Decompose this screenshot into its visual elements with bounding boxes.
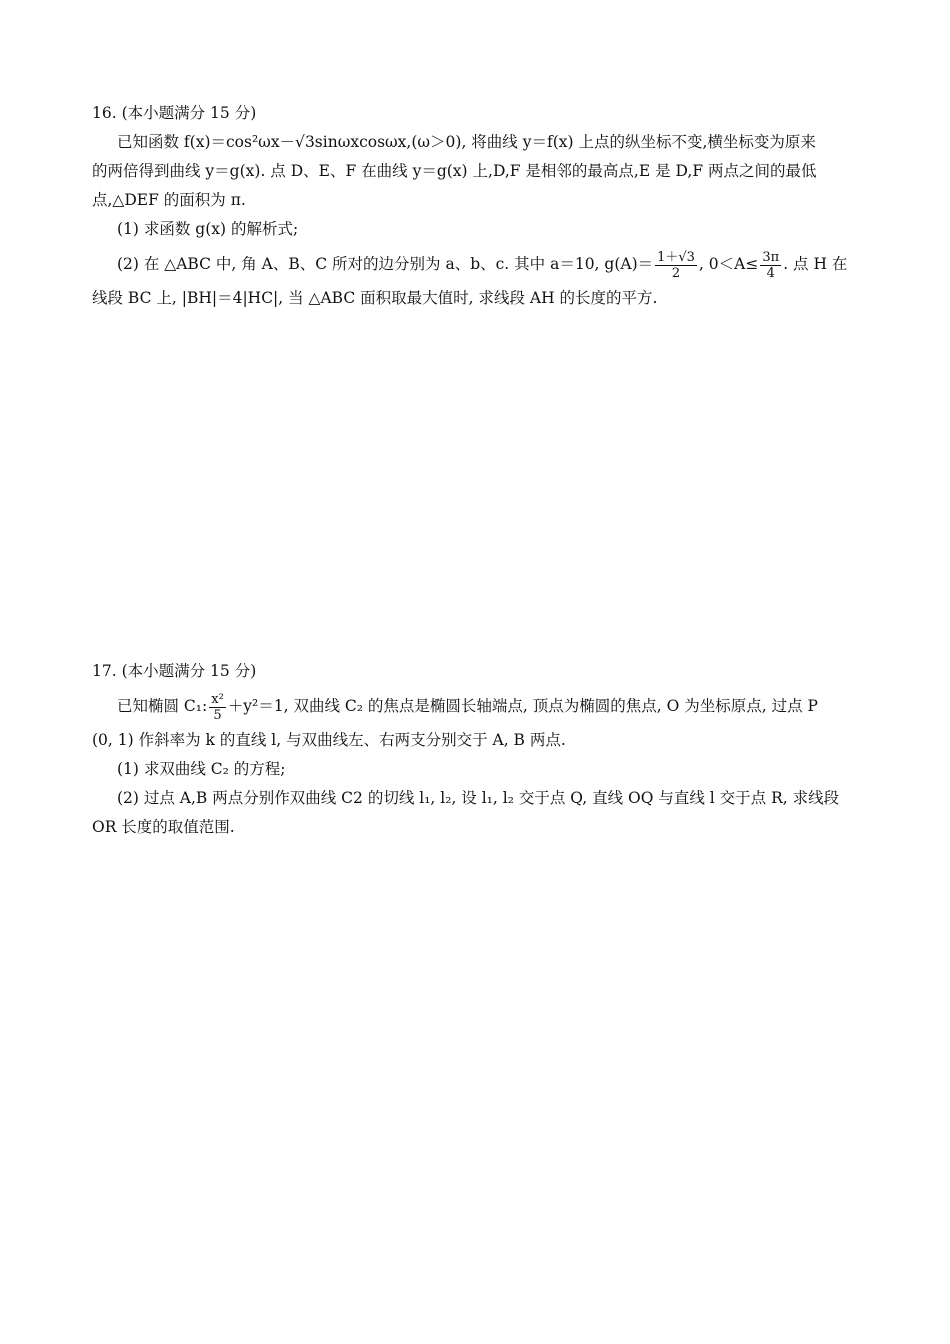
fraction-numerator: 3π [762, 249, 780, 265]
problem-17-stem-line-1 [92, 686, 860, 726]
problem-17-stem-text-a: 已知椭圆 C₁: [117, 697, 208, 715]
problem-17-stem-line-2: (0, 1) 作斜率为 k 的直线 l, 与双曲线左、右两支分别交于 A, B 两点. [92, 731, 566, 749]
fraction-denominator: 4 [766, 265, 775, 281]
problem-16-part-2-text-b: , 0＜A≤ [698, 255, 759, 273]
fraction-numerator: 1＋√3 [657, 249, 695, 265]
fraction-angle-bound [760, 250, 781, 281]
fraction-g-of-a [655, 250, 697, 281]
problem-17-heading: 17. (本小题满分 15 分) [92, 662, 257, 680]
problem-16-part-1: (1) 求函数 g(x) 的解析式; [117, 220, 299, 238]
problem-16-stem-line-1: 已知函数 f(x)＝cos²ωx－√3sinωxcosωx,(ω＞0), 将曲线 y＝f(x) 上点的纵坐标不变,横坐标变为原来 [117, 133, 816, 151]
problem-17-part-2-line-2: OR 长度的取值范围. [92, 818, 235, 836]
problem-17 [92, 657, 860, 842]
problem-17-part-2: (2) 过点 A,B 两点分别作双曲线 C2 的切线 l₁, l₂, 设 l₁, l₂ 交于点 Q, 直线 OQ 与直线 l 交于点 R, 求线段 [117, 789, 840, 807]
fraction-denominator: 2 [671, 265, 681, 281]
problem-16-part-2 [92, 244, 860, 284]
fraction-numerator: x² [211, 691, 224, 707]
problem-16 [92, 99, 860, 313]
problem-17-stem-text-b: ＋y²＝1, 双曲线 C₂ 的焦点是椭圆长轴端点, 顶点为椭圆的焦点, O 为坐标原点, 过点 P [227, 697, 818, 715]
problem-16-part-2-line-2: 线段 BC 上, |BH|＝4|HC|, 当 △ABC 面积取最大值时, 求线段 AH 的长度的平方. [92, 289, 658, 307]
problem-16-part-2-text-c: . 点 H 在 [783, 255, 848, 273]
problem-16-heading: 16. (本小题满分 15 分) [92, 104, 257, 122]
fraction-ellipse-term [209, 692, 226, 723]
problem-17-part-1: (1) 求双曲线 C₂ 的方程; [117, 760, 286, 778]
problem-16-part-2-text-a: (2) 在 △ABC 中, 角 A、B、C 所对的边分别为 a、b、c. 其中 a＝10, g(A)＝ [117, 255, 654, 273]
problem-16-stem-line-3: 点,△DEF 的面积为 π. [92, 191, 246, 209]
fraction-denominator: 5 [213, 707, 222, 723]
problem-16-stem-line-2: 的两倍得到曲线 y＝g(x). 点 D、E、F 在曲线 y＝g(x) 上,D,F 是相邻的最高点,E 是 D,F 两点之间的最低 [92, 162, 817, 180]
